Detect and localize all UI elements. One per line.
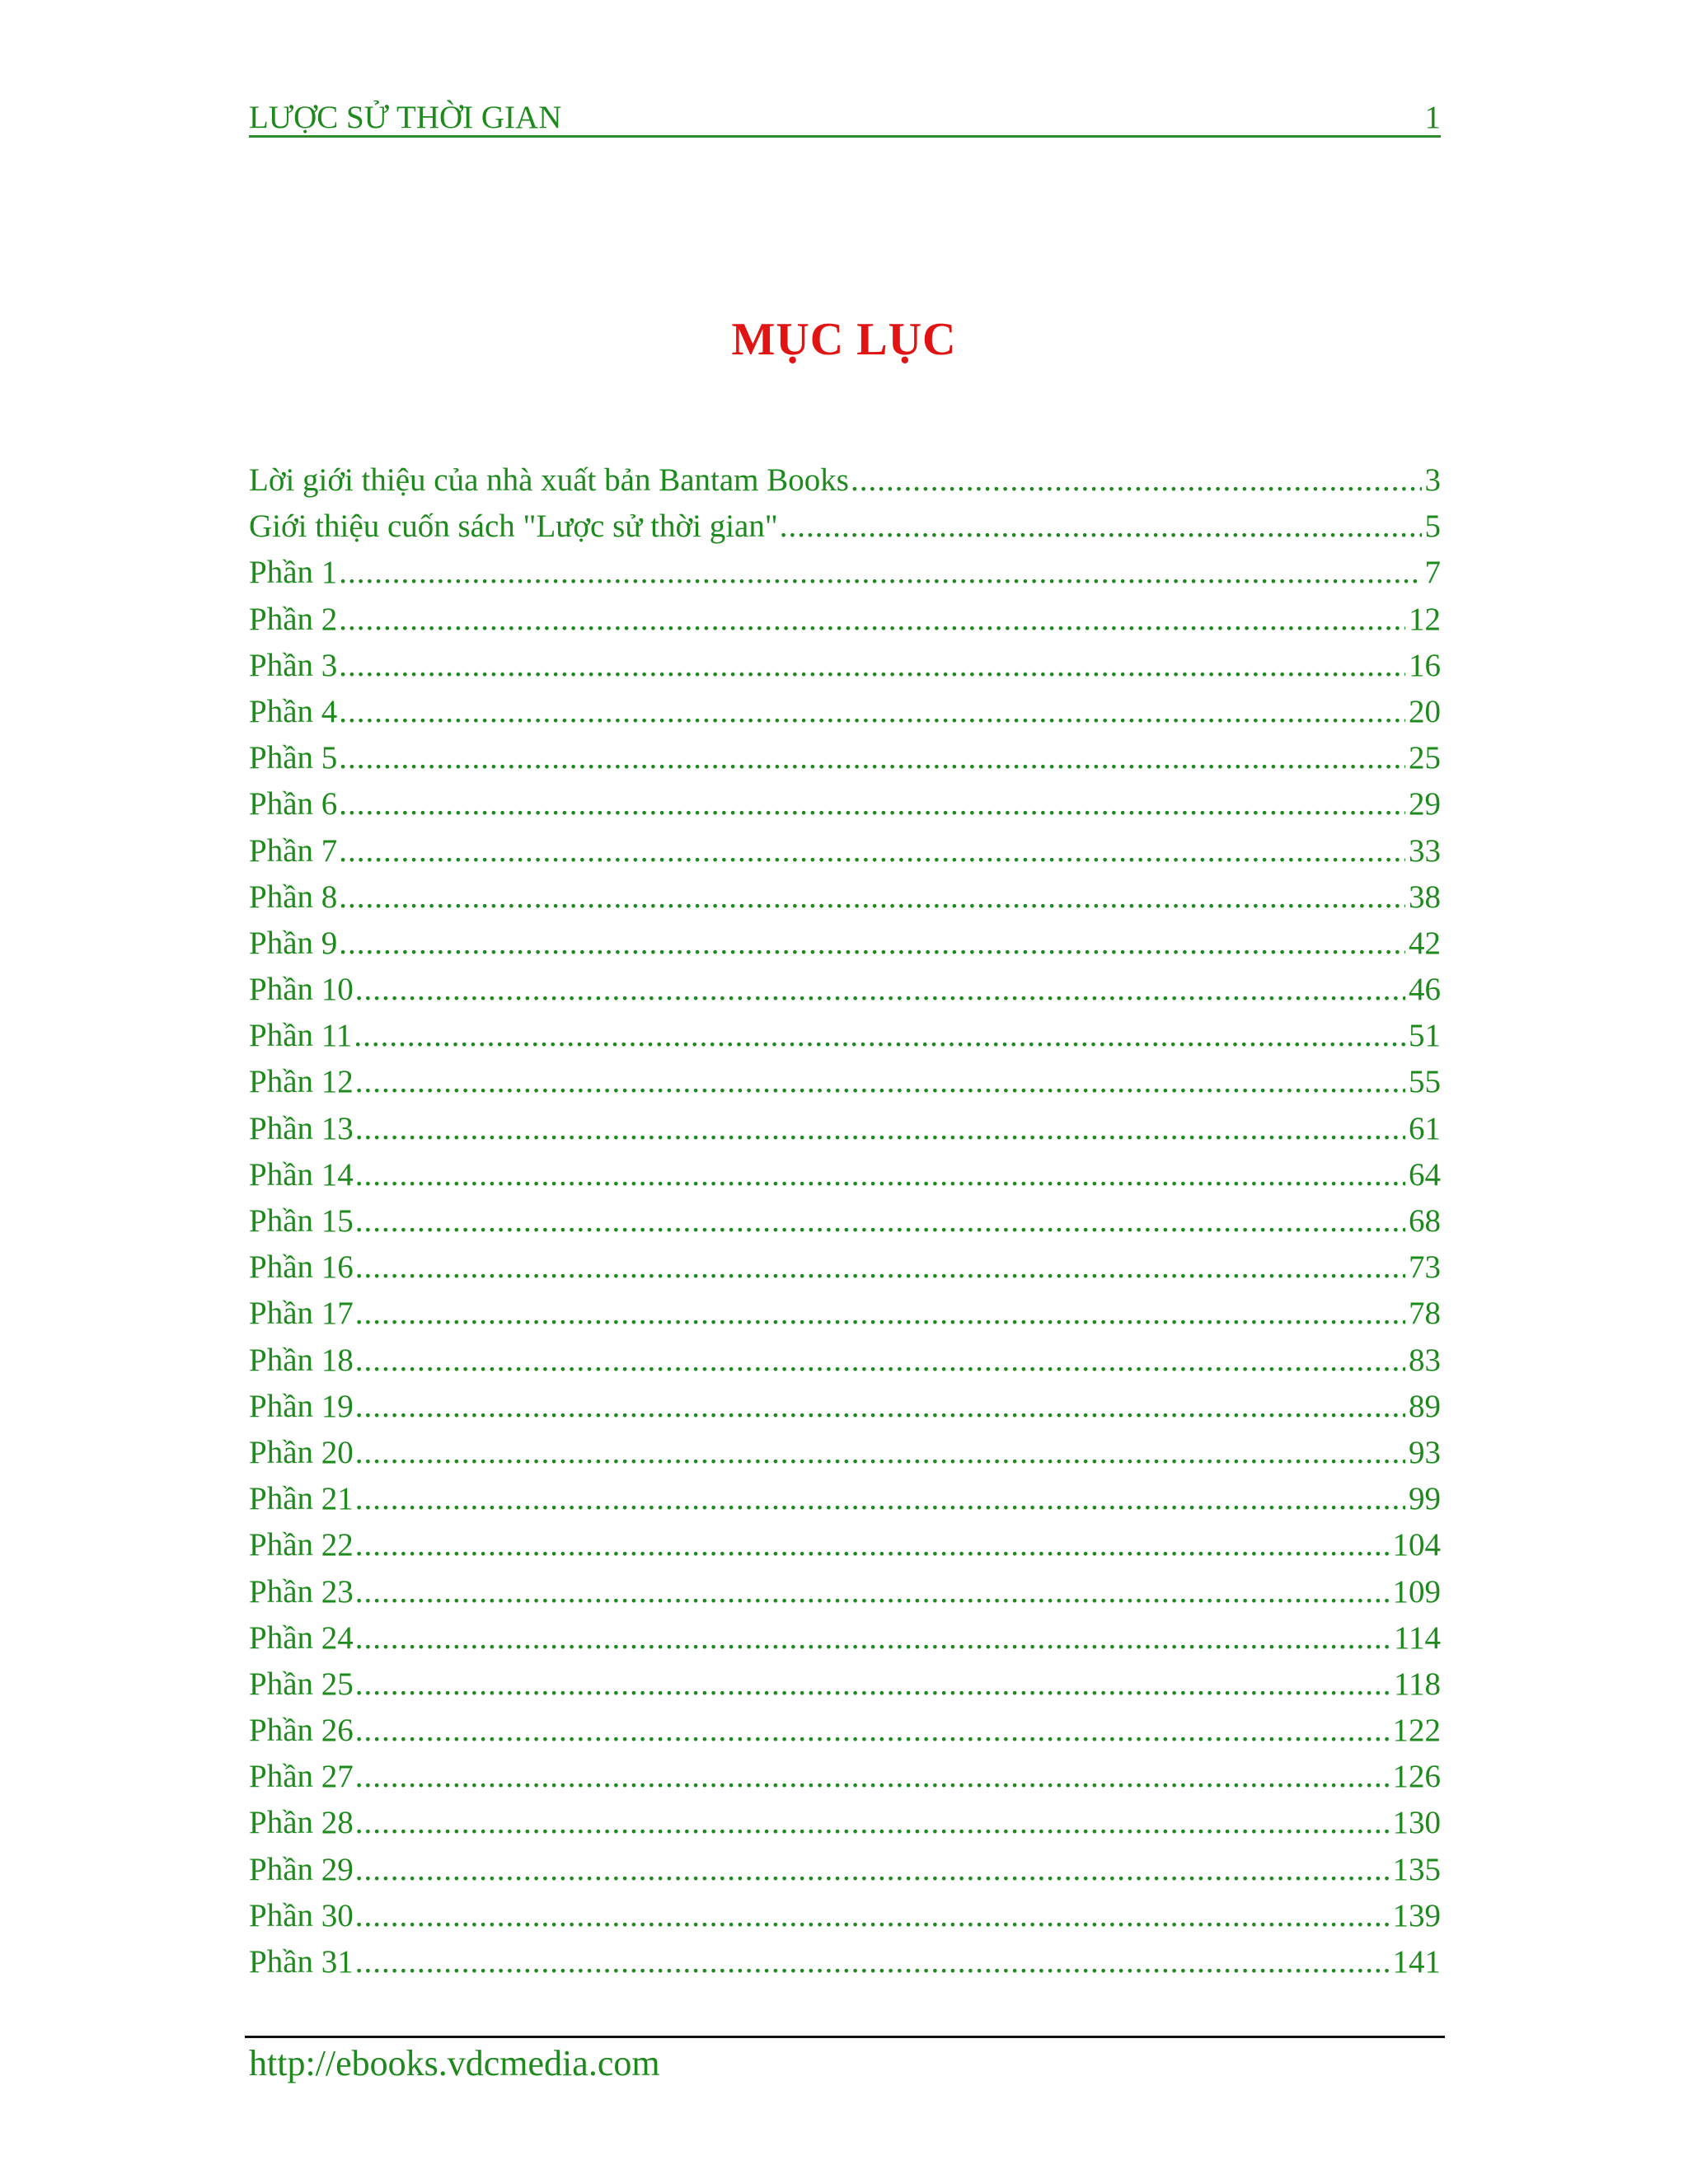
- toc-leader-dots: [355, 1573, 1390, 1610]
- toc-entry-label: Phần 17: [249, 1296, 354, 1332]
- toc-entry-page-number: 29: [1409, 786, 1441, 823]
- toc-entry-label: Giới thiệu cuốn sách "Lược sử thời gian": [249, 509, 778, 545]
- toc-entry-label: Phần 4: [249, 693, 338, 729]
- toc-entry-label: Phần 20: [249, 1434, 354, 1470]
- toc-entry-label: Phần 15: [249, 1203, 354, 1239]
- toc-entry-page-number: 33: [1409, 832, 1441, 869]
- footer-divider: [245, 2036, 1445, 2038]
- toc-entry-page-number: 42: [1409, 925, 1441, 961]
- toc-leader-dots: [339, 693, 1405, 730]
- toc-entry-label: Phần 19: [249, 1388, 354, 1424]
- toc-entry[interactable]: [249, 1712, 1441, 1758]
- toc-entry[interactable]: [249, 785, 1441, 832]
- toc-leader-dots: [339, 832, 1405, 869]
- toc-entry[interactable]: [249, 1156, 1441, 1202]
- toc-leader-dots: [355, 1666, 1390, 1703]
- toc-entry-label: Phần 10: [249, 972, 354, 1008]
- toc-entry-label: Phần 6: [249, 786, 338, 823]
- toc-entry[interactable]: [249, 601, 1441, 647]
- toc-leader-dots: [339, 647, 1405, 684]
- toc-entry-label: Phần 16: [249, 1249, 354, 1286]
- toc-leader-dots: [355, 1342, 1405, 1379]
- toc-entry-page-number: 5: [1424, 509, 1441, 545]
- toc-entry-page-number: 25: [1409, 740, 1441, 776]
- toc-entry[interactable]: [249, 1573, 1441, 1619]
- toc-entry-page-number: 7: [1424, 555, 1441, 591]
- toc-entry-page-number: 118: [1393, 1666, 1441, 1702]
- toc-entry[interactable]: [249, 1295, 1441, 1341]
- toc-entry[interactable]: [249, 693, 1441, 739]
- toc-leader-dots: [355, 1388, 1405, 1425]
- toc-leader-dots: [355, 1758, 1390, 1795]
- toc-entry-page-number: 135: [1392, 1851, 1441, 1887]
- toc-leader-dots: [355, 1110, 1405, 1147]
- toc-leader-dots: [355, 1943, 1390, 1980]
- header-title: LƯỢC SỬ THỜI GIAN: [249, 100, 562, 135]
- toc-leader-dots: [339, 554, 1421, 591]
- toc-entry[interactable]: [249, 739, 1441, 785]
- toc-entry-label: Phần 7: [249, 832, 338, 869]
- toc-leader-dots: [355, 1063, 1405, 1100]
- toc-entry[interactable]: [249, 1758, 1441, 1804]
- toc-leader-dots: [780, 508, 1422, 545]
- toc-leader-dots: [355, 1202, 1405, 1240]
- header-page-number: 1: [1424, 100, 1441, 135]
- table-of-contents: [249, 462, 1441, 1990]
- toc-leader-dots: [355, 1249, 1405, 1286]
- toc-entry-page-number: 89: [1409, 1388, 1441, 1424]
- toc-entry-page-number: 3: [1424, 462, 1441, 498]
- toc-entry[interactable]: [249, 1249, 1441, 1295]
- toc-entry-label: Phần 14: [249, 1156, 354, 1193]
- toc-entry-page-number: 83: [1409, 1342, 1441, 1378]
- toc-entry-label: Phần 8: [249, 879, 338, 915]
- toc-entry-label: Phần 24: [249, 1619, 354, 1656]
- toc-entry-label: Phần 27: [249, 1759, 354, 1795]
- toc-entry-label: Phần 5: [249, 740, 338, 776]
- toc-entry[interactable]: [249, 1342, 1441, 1388]
- toc-leader-dots: [355, 1434, 1405, 1471]
- toc-entry-label: Phần 26: [249, 1713, 354, 1749]
- toc-entry-page-number: 46: [1409, 972, 1441, 1008]
- toc-leader-dots: [355, 1156, 1405, 1193]
- toc-leader-dots: [339, 925, 1405, 962]
- toc-leader-dots: [354, 1017, 1405, 1054]
- toc-entry-label: Phần 2: [249, 601, 338, 637]
- toc-entry-page-number: 114: [1393, 1619, 1441, 1656]
- toc-leader-dots: [355, 1619, 1390, 1657]
- toc-entry[interactable]: [249, 879, 1441, 925]
- toc-entry-page-number: 12: [1409, 601, 1441, 637]
- footer-url[interactable]: http://ebooks.vdcmedia.com: [249, 2043, 660, 2083]
- toc-leader-dots: [355, 1526, 1390, 1563]
- toc-entry-page-number: 104: [1392, 1527, 1441, 1563]
- toc-entry-label: Phần 3: [249, 647, 338, 683]
- toc-entry-page-number: 122: [1392, 1713, 1441, 1749]
- toc-entry-page-number: 38: [1409, 879, 1441, 915]
- toc-entry-label: Phần 1: [249, 555, 338, 591]
- toc-leader-dots: [355, 1804, 1390, 1841]
- toc-entry-label: Phần 25: [249, 1666, 354, 1702]
- toc-entry[interactable]: [249, 971, 1441, 1017]
- toc-entry-label: Phần 13: [249, 1110, 354, 1146]
- toc-entry[interactable]: [249, 1943, 1441, 1990]
- toc-entry-label: Phần 11: [249, 1018, 353, 1054]
- toc-title: MỤC LỤC: [731, 314, 957, 365]
- toc-leader-dots: [355, 971, 1405, 1008]
- toc-entry-page-number: 109: [1392, 1573, 1441, 1610]
- toc-entry[interactable]: [249, 1526, 1441, 1572]
- toc-entry[interactable]: [249, 1017, 1441, 1063]
- toc-entry-page-number: 51: [1409, 1018, 1441, 1054]
- toc-entry-label: Lời giới thiệu của nhà xuất bản Bantam Books: [249, 462, 849, 498]
- toc-entry[interactable]: [249, 1851, 1441, 1897]
- toc-entry[interactable]: [249, 1897, 1441, 1943]
- toc-leader-dots: [339, 601, 1405, 638]
- toc-entry-page-number: 93: [1409, 1434, 1441, 1470]
- toc-leader-dots: [355, 1480, 1405, 1517]
- toc-entry[interactable]: [249, 1388, 1441, 1434]
- toc-leader-dots: [339, 739, 1405, 776]
- toc-entry-page-number: 61: [1409, 1110, 1441, 1146]
- toc-entry[interactable]: [249, 508, 1441, 554]
- toc-entry-label: Phần 29: [249, 1851, 354, 1887]
- toc-entry-label: Phần 22: [249, 1527, 354, 1563]
- toc-leader-dots: [851, 462, 1422, 499]
- toc-entry-page-number: 141: [1392, 1944, 1441, 1980]
- toc-entry-page-number: 78: [1409, 1296, 1441, 1332]
- toc-entry-label: Phần 18: [249, 1342, 354, 1378]
- toc-entry-page-number: 64: [1409, 1156, 1441, 1193]
- toc-entry[interactable]: [249, 1202, 1441, 1249]
- toc-entry[interactable]: [249, 1666, 1441, 1712]
- toc-leader-dots: [355, 1851, 1390, 1888]
- toc-leader-dots: [339, 785, 1405, 823]
- toc-entry-label: Phần 9: [249, 925, 338, 961]
- toc-entry[interactable]: [249, 647, 1441, 693]
- toc-leader-dots: [355, 1295, 1405, 1332]
- toc-entry-page-number: 130: [1392, 1805, 1441, 1841]
- toc-leader-dots: [355, 1712, 1390, 1749]
- toc-entry-page-number: 73: [1409, 1249, 1441, 1286]
- toc-entry-label: Phần 31: [249, 1944, 354, 1980]
- toc-entry-page-number: 99: [1409, 1481, 1441, 1517]
- toc-entry-page-number: 20: [1409, 693, 1441, 729]
- toc-leader-dots: [355, 1897, 1390, 1934]
- toc-entry[interactable]: [249, 1480, 1441, 1526]
- toc-leader-dots: [339, 879, 1405, 916]
- toc-entry-label: Phần 28: [249, 1805, 354, 1841]
- toc-entry-page-number: 16: [1409, 647, 1441, 683]
- toc-entry-label: Phần 12: [249, 1064, 354, 1100]
- toc-entry-page-number: 139: [1392, 1897, 1441, 1933]
- toc-entry[interactable]: [249, 832, 1441, 879]
- toc-entry[interactable]: [249, 1434, 1441, 1480]
- toc-entry[interactable]: [249, 1063, 1441, 1109]
- toc-entry[interactable]: [249, 1110, 1441, 1156]
- toc-entry-page-number: 126: [1392, 1759, 1441, 1795]
- toc-entry[interactable]: [249, 554, 1441, 600]
- page-header: [249, 97, 1441, 138]
- toc-entry-label: Phần 21: [249, 1481, 354, 1517]
- toc-entry[interactable]: [249, 1619, 1441, 1666]
- toc-entry[interactable]: [249, 1804, 1441, 1850]
- toc-entry-label: Phần 23: [249, 1573, 354, 1610]
- toc-entry-page-number: 55: [1409, 1064, 1441, 1100]
- toc-entry[interactable]: [249, 925, 1441, 971]
- toc-entry-label: Phần 30: [249, 1897, 354, 1933]
- toc-entry[interactable]: [249, 462, 1441, 508]
- toc-entry-page-number: 68: [1409, 1203, 1441, 1239]
